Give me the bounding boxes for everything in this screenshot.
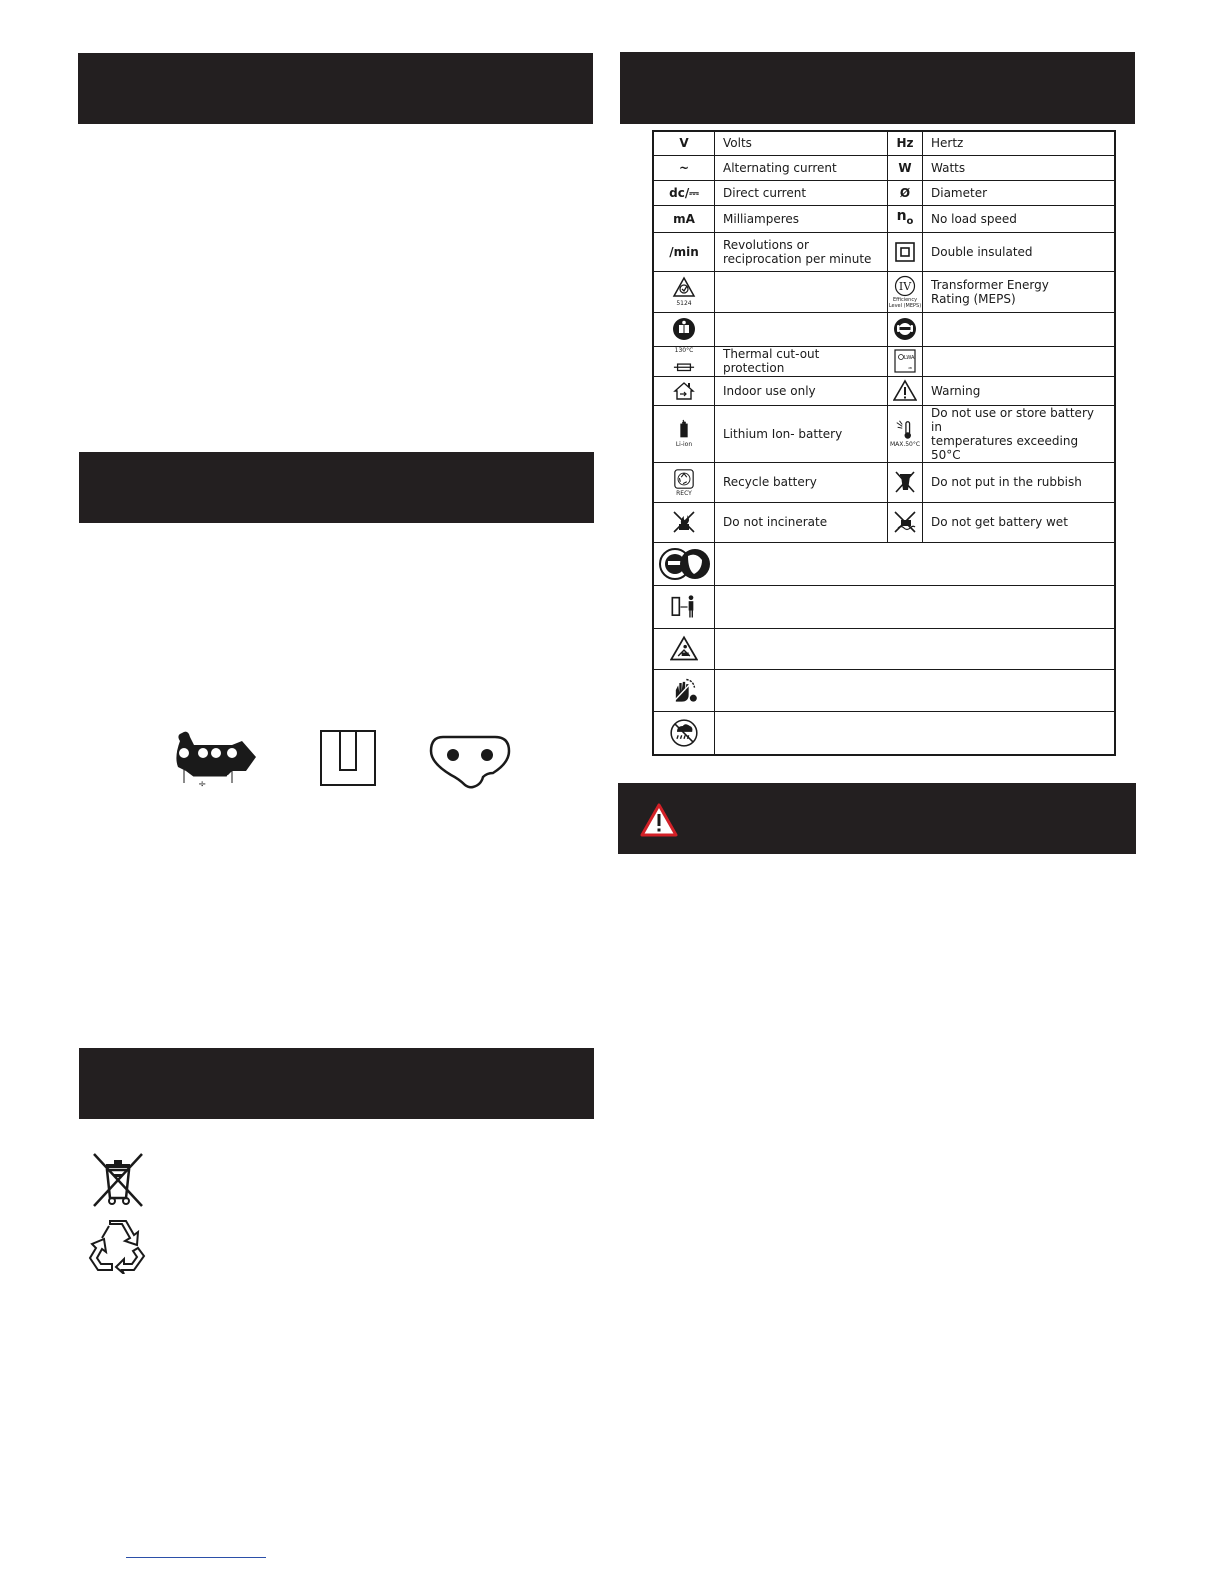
footer-link-underline[interactable] [126,1557,266,1558]
crossed-bin-icon [90,1152,146,1208]
section-header-bar-1 [78,53,593,124]
icon-caption: Li-ion [675,441,693,448]
icon-caption: MAX.50°C [889,441,921,448]
double-insulated-icon [893,240,917,264]
wide-symbol-row [653,711,1115,755]
right-symbol-label [923,346,1116,376]
symbols-table [652,130,1116,756]
max-temperature-icon [893,419,917,441]
left-symbol-label: Direct current [715,180,888,205]
symbol-row [653,232,1115,271]
chain-link-icon [429,733,511,789]
efficiency-level-icon [892,275,918,297]
unit-symbol: Ø [899,185,911,200]
efficiency-level-text: IV [898,279,912,293]
right-symbol-cell [888,155,923,180]
left-icon-cell [653,312,715,346]
left-symbol-label: Volts [715,131,888,155]
right-symbol-label: Transformer Energy Rating (MEPS) [923,271,1116,312]
right-symbol-label: Watts [923,155,1116,180]
right-symbol-label: Double insulated [923,232,1116,271]
right-symbol-label: No load speed [923,205,1116,232]
right-symbol-cell [888,131,923,155]
left-symbol-label: Alternating current [715,155,888,180]
unit-symbol: mA [673,211,695,226]
indoor-use-icon [672,379,696,403]
right-icon-cell [888,405,923,462]
no-wet-icon [893,510,917,534]
left-symbol-cell [653,131,715,155]
no-load-speed-symbol: $n_o$ [896,207,914,227]
left-symbol-label: Do not incinerate [715,502,888,542]
symbol-row [653,271,1115,312]
left-symbol-label [715,312,888,346]
symbol-row [653,131,1115,155]
left-icon-cell [653,271,715,312]
symbol-row [653,155,1115,180]
right-icon-cell [888,376,923,405]
thermal-fuse-icon [671,354,697,376]
left-symbol-cell [653,180,715,205]
left-symbol-label: Lithium Ion- battery [715,405,888,462]
no-incinerate-icon [672,510,696,534]
safety-warning-header-bar [618,783,1136,854]
wide-icon-cell [653,628,715,669]
right-icon-cell [888,346,923,376]
right-icon-cell [888,462,923,502]
chain-pitch-label: ÷ [198,779,207,790]
left-symbol-label: Recycle battery [715,462,888,502]
wide-symbol-label [715,585,1116,628]
warning-triangle-icon [640,803,678,837]
icon-caption: Efficiency Level (MEPS) [888,296,922,309]
recycle-battery-icon [672,468,696,490]
wide-symbol-label [715,669,1116,711]
left-symbol-cell [653,155,715,180]
right-icon-cell [888,502,923,542]
wide-symbol-label [715,542,1116,585]
no-rain-icon [670,719,698,747]
symbol-row [653,502,1115,542]
wide-symbol-row [653,585,1115,628]
left-symbol-label: Indoor use only [715,376,888,405]
lithium-battery-icon [673,419,695,441]
right-icon-cell [888,312,923,346]
left-symbol-label [715,271,888,312]
symbol-row [653,462,1115,502]
left-icon-cell [653,502,715,542]
unit-symbol: /min [669,244,699,259]
eye-ear-protection-icon [658,546,710,582]
unit-symbol: Hz [896,136,914,151]
wide-symbol-row [653,669,1115,711]
right-symbol-cell [888,205,923,232]
symbol-row [653,346,1115,376]
left-icon-cell [653,405,715,462]
left-symbol-label: Thermal cut-out protection [715,346,888,376]
recycle-icon [88,1218,146,1274]
right-symbol-label: Diameter [923,180,1116,205]
hand-kickback-icon [670,676,698,704]
read-manual-icon [672,317,696,341]
wide-symbol-row [653,628,1115,669]
svg-text:LWA: LWA [904,355,915,361]
rcm-mark-icon [672,276,696,300]
warning-triangle-icon [893,379,917,403]
svg-text:dB: dB [908,366,912,370]
right-symbol-cell [888,180,923,205]
chain-pitch-icon [172,727,258,791]
wide-symbol-label [715,628,1116,669]
symbol-row [653,405,1115,462]
right-symbol-label: Warning [923,376,1116,405]
symbol-row [653,376,1115,405]
symbol-row [653,180,1115,205]
left-symbol-cell [653,232,715,271]
right-symbol-label: Hertz [923,131,1116,155]
icon-caption: 5124 [676,300,692,307]
icon-caption: RECY [676,489,692,497]
section-header-bar-3 [79,1048,594,1119]
right-icon-cell [888,232,923,271]
right-icon-cell [888,271,923,312]
wide-icon-cell [653,542,715,585]
unit-symbol: dc/⎓ [669,185,699,200]
keep-distance-icon [670,593,698,621]
left-icon-cell [653,376,715,405]
wide-icon-cell [653,585,715,628]
right-symbol-label: Do not use or store battery in temperatures exceeding 50°C [923,405,1116,462]
wide-symbol-row [653,542,1115,585]
right-symbol-label: Do not get battery wet [923,502,1116,542]
left-symbol-label: Revolutions or reciprocation per minute [715,232,888,271]
left-symbol-cell [653,205,715,232]
no-rubbish-icon [893,470,917,494]
chain-gauge-icon [320,730,376,786]
wear-protection-icon [893,317,917,341]
symbols-header-bar [620,52,1135,124]
wide-icon-cell [653,711,715,755]
left-symbol-label: Milliamperes [715,205,888,232]
unit-symbol: ~ [678,160,690,175]
sound-power-icon [893,349,917,373]
unit-symbol: V [679,136,689,151]
right-symbol-label [923,312,1116,346]
section-header-bar-2 [79,452,594,523]
falling-objects-icon [670,635,698,663]
wide-symbol-label [715,711,1116,755]
left-icon-cell [653,462,715,502]
wide-icon-cell [653,669,715,711]
symbol-row [653,205,1115,232]
left-icon-cell [653,346,715,376]
right-symbol-label: Do not put in the rubbish [923,462,1116,502]
icon-caption: 130°C [674,346,694,354]
unit-symbol: W [898,160,912,175]
symbol-row [653,312,1115,346]
